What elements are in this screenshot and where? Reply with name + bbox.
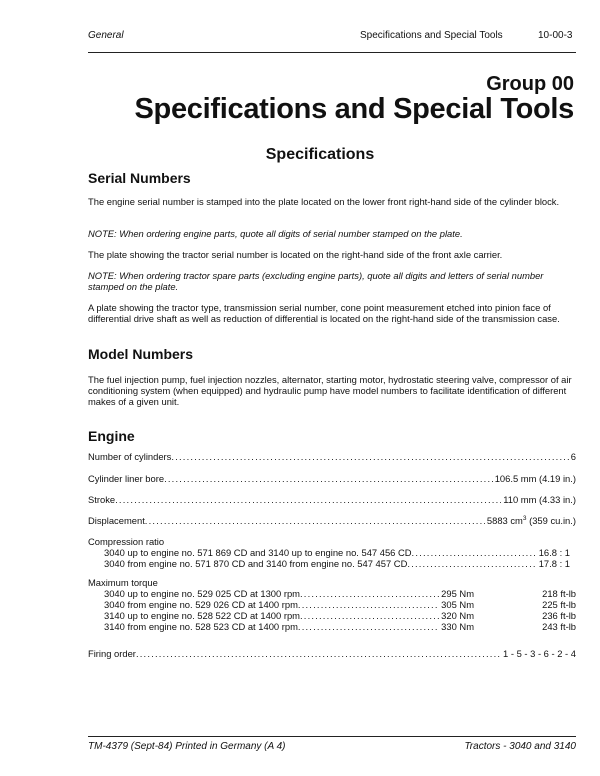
torque-heading: Maximum torque (88, 577, 158, 588)
serial-numbers-paragraph-2: The plate showing the tractor serial number is located on the right-hand side of the front axle carrier. (88, 249, 503, 260)
spec-value: 110 mm (4.33 in.) (503, 494, 576, 505)
spec-value: 1 - 5 - 3 - 6 - 2 - 4 (503, 648, 576, 659)
header-page-number: 10-00-3 (538, 30, 573, 41)
compression-heading: Compression ratio (88, 536, 165, 547)
header-section: General (88, 30, 124, 41)
header-title: Specifications and Special Tools (360, 30, 503, 41)
compression-label: 3040 from engine no. 571 870 CD and 3140 from engine no. 547 457 CD (104, 558, 408, 569)
torque-row (104, 588, 474, 599)
spec-label: Number of cylinders (88, 451, 172, 462)
torque-row (104, 599, 474, 610)
leader-dots (164, 473, 493, 484)
spec-label: Cylinder liner bore (88, 473, 165, 484)
torque-nm: 320 Nm (441, 610, 474, 621)
leader-dots (407, 558, 536, 569)
serial-numbers-paragraph-1: The engine serial number is stamped into the plate located on the lower front right-hand side of the cylinder block. (88, 196, 560, 207)
serial-numbers-heading: Serial Numbers (88, 170, 191, 186)
torque-label: 3040 from engine no. 529 026 CD at 1400 rpm (104, 599, 298, 610)
footer-document-id: TM-4379 (Sept-84) Printed in Germany (A 4) (88, 741, 286, 752)
torque-nm: 305 Nm (441, 599, 474, 610)
leader-dots (171, 451, 568, 462)
compression-label: 3040 up to engine no. 571 869 CD and 3140 up to engine no. 547 456 CD (104, 547, 412, 558)
leader-dots (412, 547, 537, 558)
spec-firing-order (88, 648, 576, 659)
torque-nm: 295 Nm (441, 588, 474, 599)
compression-row (104, 558, 570, 569)
torque-label: 3140 from engine no. 528 523 CD at 1400 rpm (104, 621, 298, 632)
spec-displacement (88, 515, 576, 526)
spec-label: Stroke (88, 494, 116, 505)
displacement-imperial: (359 cu.in.) (526, 515, 576, 526)
leader-dots (115, 494, 501, 505)
torque-ftlb: 218 ft-lb (542, 588, 576, 599)
spec-stroke (88, 494, 576, 505)
serial-numbers-note-2: NOTE: When ordering tractor spare parts (excluding engine parts), quote all digits and letters of serial number stamped on the plate. (88, 270, 544, 292)
leader-dots (145, 515, 485, 526)
torque-row (104, 621, 474, 632)
torque-ftlb: 225 ft-lb (542, 599, 576, 610)
spec-liner-bore (88, 473, 576, 484)
spec-label: Firing order (88, 648, 136, 659)
compression-row (104, 547, 570, 558)
displacement-metric: 5883 cm (486, 515, 523, 526)
leader-dots (136, 648, 501, 659)
leader-dots (300, 588, 439, 599)
compression-value: 16.8 : 1 (538, 547, 570, 558)
spec-value: 6 (570, 451, 576, 462)
spec-cylinders (88, 451, 576, 462)
spec-value (485, 515, 576, 526)
torque-row (104, 610, 474, 621)
torque-label: 3140 up to engine no. 528 522 CD at 1400 rpm (104, 610, 300, 621)
footer-model: Tractors - 3040 and 3140 (464, 741, 576, 752)
torque-ftlb: 236 ft-lb (542, 610, 576, 621)
section-title: Specifications (265, 146, 375, 163)
model-numbers-paragraph: The fuel injection pump, fuel injection nozzles, alternator, starting motor, hydrostatic steering valve, compressor of air conditioning system (when equipped) and hydraulic pump have model numbers to facilitate identification of different makes of a given unit. (88, 374, 572, 407)
leader-dots (300, 610, 439, 621)
torque-ftlb: 243 ft-lb (542, 621, 576, 632)
page-title: Specifications and Special Tools (134, 93, 574, 125)
model-numbers-heading: Model Numbers (88, 346, 194, 362)
footer-rule (88, 736, 576, 737)
torque-nm: 330 Nm (441, 621, 474, 632)
header-rule (88, 52, 576, 53)
leader-dots (298, 621, 439, 632)
compression-value: 17.8 : 1 (538, 558, 570, 569)
engine-heading: Engine (88, 428, 135, 444)
serial-numbers-note-1: NOTE: When ordering engine parts, quote all digits of serial number stamped on the plate. (88, 228, 463, 239)
spec-value: 106.5 mm (4.19 in.) (494, 473, 576, 484)
torque-label: 3040 up to engine no. 529 025 CD at 1300 rpm (104, 588, 300, 599)
spec-label: Displacement (88, 515, 145, 526)
serial-numbers-paragraph-3: A plate showing the tractor type, transmission serial number, cone point measurement etched into pinion face of differential drive shaft as well as reduction of differential is located on the right-hand side of the transmission case. (88, 302, 560, 324)
cubic-superscript: 3 (522, 515, 527, 522)
leader-dots (298, 599, 439, 610)
group-label: Group 00 (486, 73, 574, 95)
